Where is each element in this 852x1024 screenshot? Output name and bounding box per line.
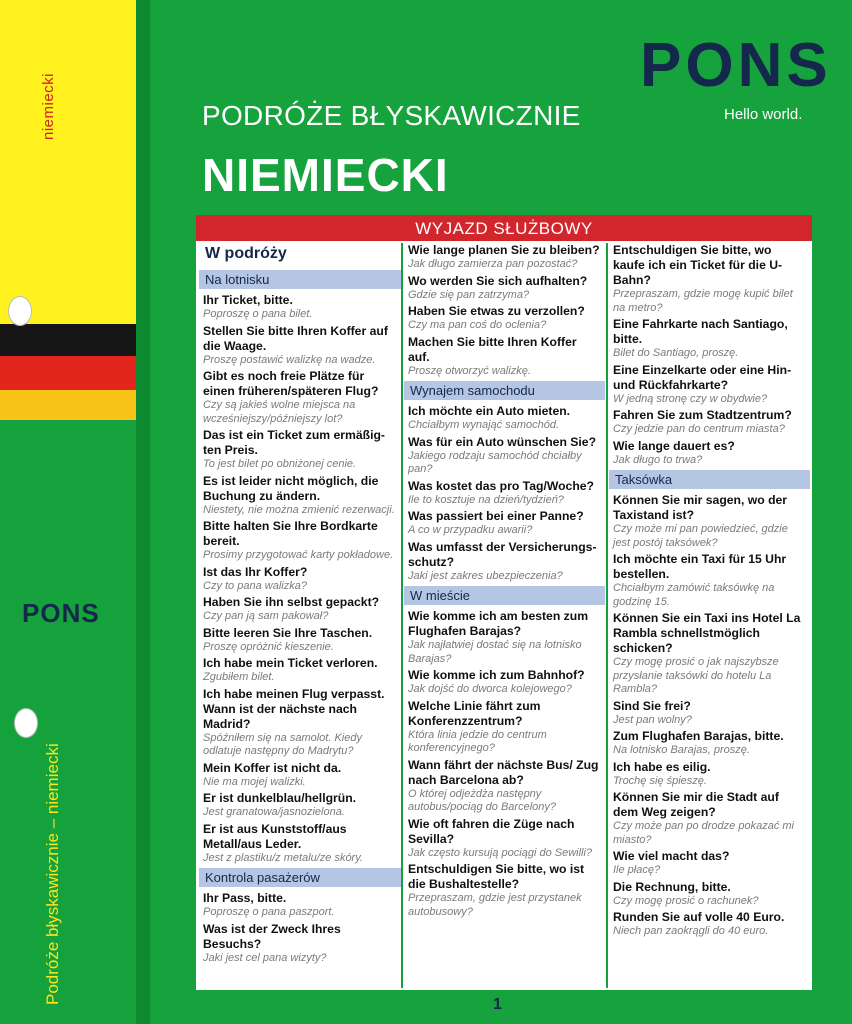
polish-translation: A co w przypadku awarii?	[408, 524, 533, 536]
polish-translation: Czy może mi pan powiedzieć, gdzie jest postój taksówek?	[613, 523, 788, 549]
polish-translation: Spóźniłem się na samolot. Kiedy odlatuje następny do Madrytu?	[203, 731, 362, 757]
polish-translation: Trochę się śpieszę.	[613, 774, 707, 787]
german-phrase: Ich habe es eilig.	[613, 759, 711, 774]
phrase-item	[199, 369, 401, 426]
polish-translation: Prosimy przygotować karty pokładowe.	[203, 549, 394, 561]
cover-title: NIEMIECKI	[202, 149, 449, 201]
phrase-item	[404, 304, 605, 333]
flag-stripe-gold	[0, 390, 136, 420]
brand-logo: PONS	[640, 31, 832, 100]
phrase-item	[404, 435, 605, 477]
phrase-item	[404, 817, 605, 861]
german-phrase: Er ist aus Kunststoff/aus Metall/aus Leder.	[203, 821, 347, 851]
german-phrase: Ihr Ticket, bitte.	[203, 293, 293, 307]
polish-translation: Czy mogę prosić o rachunek?	[613, 894, 759, 907]
phrase-item	[609, 729, 810, 758]
german-phrase: Entschuldigen Sie bitte, wo kaufe ich ein Ticket für die U-Bahn?	[613, 243, 783, 287]
german-phrase: Wie lange dauert es?	[613, 438, 735, 453]
phrase-item	[609, 910, 810, 939]
german-phrase: Bitte halten Sie Ihre Bordkarte bereit.	[203, 519, 378, 548]
phrase-item	[609, 849, 810, 878]
german-phrase: Es ist leider nicht möglich, die Buchung zu ändern.	[203, 473, 379, 503]
ring-hole-bottom	[14, 708, 38, 738]
german-phrase: Fahren Sie zum Stadtzentrum?	[613, 408, 792, 422]
phrase-item	[199, 565, 401, 594]
phrase-item	[609, 790, 810, 847]
german-phrase: Ich möchte ein Auto mieten.	[408, 404, 571, 418]
phrase-item	[199, 922, 401, 966]
polish-translation: Przepraszam, gdzie mogę kupić bilet na metro?	[613, 288, 793, 314]
german-phrase: Was passiert bei einer Panne?	[408, 509, 584, 523]
polish-translation: Gdzie się pan zatrzyma?	[408, 288, 530, 301]
polish-translation: Chciałbym zamówić taksówkę na godzinę 15.	[613, 582, 775, 608]
polish-translation: Chciałbym wynająć samochód.	[408, 419, 560, 431]
phrase-item	[404, 243, 605, 272]
section-header: Na lotnisku	[199, 270, 401, 289]
german-phrase: Wie komme ich zum Bahnhof?	[408, 668, 585, 682]
page-number: 1	[493, 996, 502, 1013]
section-header: Taksówka	[609, 470, 810, 489]
phrase-item	[609, 760, 810, 789]
german-phrase: Ich möchte ein Taxi für 15 Uhr bestellen.	[613, 552, 787, 581]
german-phrase: Eine Fahrkarte nach Santiago, bitte.	[613, 317, 788, 346]
polish-translation: Na lotnisko Barajas, proszę.	[613, 744, 750, 756]
polish-translation: Zgubiłem bilet.	[203, 671, 275, 683]
polish-translation: Nie ma mojej walizki.	[203, 775, 306, 788]
polish-translation: Ile to kosztuje na dzień/tydzień?	[408, 493, 564, 506]
column-divider	[606, 243, 608, 988]
phrase-item	[609, 243, 810, 315]
phrase-item	[609, 439, 810, 468]
german-phrase: Können Sie ein Taxi ins Hotel La Rambla schnellstmöglich schicken?	[613, 611, 801, 655]
phrase-item	[199, 761, 401, 790]
polish-translation: W jedną stronę czy w obydwie?	[613, 392, 768, 405]
phrase-item	[404, 699, 605, 756]
polish-translation: Czy pan ją sam pakował?	[203, 610, 329, 622]
polish-translation: To jest bilet po obniżonej cenie.	[203, 458, 357, 470]
phrase-item	[404, 862, 605, 919]
german-phrase: Was umfasst der Versicherungs-schutz?	[408, 539, 597, 569]
polish-translation: Jest z plastiku/z metalu/ze skóry.	[203, 851, 363, 864]
phrase-item	[199, 474, 401, 518]
german-phrase: Stellen Sie bitte Ihren Koffer auf die Waage.	[203, 323, 388, 353]
phrase-item	[199, 822, 401, 866]
german-phrase: Entschuldigen Sie bitte, wo ist die Bushaltestelle?	[408, 862, 585, 891]
phrase-item	[609, 552, 810, 609]
german-phrase: Wie oft fahren die Züge nach Sevilla?	[408, 816, 575, 846]
polish-translation: Niestety, nie można zmienić rezerwacji.	[203, 503, 395, 516]
polish-translation: Jest pan wolny?	[613, 713, 692, 726]
phrase-item	[199, 626, 401, 655]
phrase-item	[609, 611, 810, 697]
polish-translation: Niech pan zaokrągli do 40 euro.	[613, 925, 769, 937]
polish-translation: O której odjeżdża następny autobus/pociąg do Barcelony?	[408, 787, 556, 813]
german-phrase: Können Sie mir die Stadt auf dem Weg zeigen?	[613, 790, 779, 819]
flag-stripe-black	[0, 324, 136, 356]
german-phrase: Zum Flughafen Barajas, bitte.	[613, 729, 784, 743]
polish-translation: Jak dojść do dworca kolejowego?	[408, 683, 572, 695]
polish-translation: Proszę postawić walizkę na wadze.	[203, 353, 376, 366]
polish-translation: Czy to pana walizka?	[203, 579, 307, 592]
phrase-item	[404, 479, 605, 508]
phrase-item	[199, 891, 401, 920]
book-spine	[0, 0, 150, 1024]
polish-translation: Czy może pan po drodze pokazać mi miasto?	[613, 820, 794, 846]
spine-brand-logo: PONS	[22, 598, 100, 628]
polish-translation: Ile płacę?	[613, 864, 661, 876]
polish-translation: Jak najłatwiej dostać się na lotnisko Barajas?	[408, 639, 582, 665]
phrase-item	[404, 335, 605, 379]
phrase-column-3	[609, 243, 810, 988]
german-phrase: Ihr Pass, bitte.	[203, 891, 287, 905]
german-phrase: Eine Einzelkarte oder eine Hin- und Rückfahrkarte?	[613, 362, 792, 392]
polish-translation: Przepraszam, gdzie jest przystanek autobusowy?	[408, 892, 582, 918]
polish-translation: Jak często kursują pociągi do Sewilli?	[408, 846, 593, 859]
polish-translation: Jaki jest cel pana wizyty?	[203, 951, 327, 964]
phrase-item	[404, 404, 605, 433]
phrase-item	[609, 699, 810, 728]
german-phrase: Was ist der Zweck Ihres Besuchs?	[203, 921, 341, 951]
phrase-item	[404, 509, 605, 538]
german-phrase: Mein Koffer ist nicht da.	[203, 760, 342, 775]
column-divider	[401, 243, 403, 988]
polish-translation: Czy mogę prosić o jak najszybsze przysłanie taksówki do hotelu La Rambla?	[613, 656, 779, 695]
phrase-item	[199, 324, 401, 368]
german-phrase: Was für ein Auto wünschen Sie?	[408, 434, 597, 449]
column-heading: W podróży	[205, 245, 287, 262]
polish-translation: Czy ma pan coś do oclenia?	[408, 319, 547, 331]
german-phrase: Machen Sie bitte Ihren Koffer auf.	[408, 334, 577, 364]
german-phrase: Ist das Ihr Koffer?	[203, 564, 308, 579]
phrase-item	[199, 656, 401, 685]
phrase-item	[609, 880, 810, 909]
phrase-item	[404, 609, 605, 666]
section-header: Wynajem samochodu	[404, 381, 605, 400]
section-header: Kontrola pasażerów	[199, 868, 401, 887]
german-phrase: Welche Linie fährt zum Konferenzzentrum?	[408, 698, 541, 728]
phrase-item	[199, 687, 401, 759]
phrase-item	[609, 363, 810, 407]
german-phrase: Wo werden Sie sich aufhalten?	[408, 273, 588, 288]
polish-translation: Jaki jest zakres ubezpieczenia?	[408, 569, 563, 582]
phrase-column-1	[199, 243, 401, 988]
german-phrase: Gibt es noch freie Plätze für einen früheren/späteren Flug?	[203, 369, 379, 398]
spine-title: Podróże błyskawicznie – niemiecki	[43, 743, 62, 1005]
german-phrase: Er ist dunkelblau/hellgrün.	[203, 791, 357, 805]
polish-translation: Poproszę o pana paszport.	[203, 906, 335, 918]
german-phrase: Ich habe meinen Flug verpasst. Wann ist der nächste nach Madrid?	[203, 686, 385, 731]
spine-language-label: niemiecki	[40, 72, 57, 140]
phrase-item	[404, 274, 605, 303]
german-phrase: Können Sie mir sagen, wo der Taxistand ist?	[613, 493, 788, 522]
german-phrase: Runden Sie auf volle 40 Euro.	[613, 910, 785, 924]
german-phrase: Bitte leeren Sie Ihre Taschen.	[203, 625, 373, 640]
flag-stripe-red	[0, 356, 136, 390]
phrase-item	[404, 758, 605, 815]
german-phrase: Ich habe mein Ticket verloren.	[203, 656, 378, 670]
phrase-item	[404, 668, 605, 697]
spine-edge	[136, 0, 150, 1024]
german-phrase: Was kostet das pro Tag/Woche?	[408, 478, 595, 493]
polish-translation: Jak długo zamierza pan pozostać?	[408, 258, 578, 270]
german-phrase: Wie lange planen Sie zu bleiben?	[408, 243, 600, 257]
german-phrase: Wie komme ich am besten zum Flughafen Barajas?	[408, 609, 589, 638]
german-phrase: Haben Sie etwas zu verzollen?	[408, 304, 585, 318]
phrase-item	[199, 293, 401, 322]
german-phrase: Das ist ein Ticket zum ermäßig-ten Preis.	[203, 428, 385, 457]
phrase-item	[609, 493, 810, 550]
ring-hole-top	[8, 296, 32, 326]
german-phrase: Die Rechnung, bitte.	[613, 879, 731, 894]
polish-translation: Jakiego rodzaju samochód chciałby pan?	[408, 449, 582, 475]
german-phrase: Wie viel macht das?	[613, 849, 730, 863]
polish-translation: Proszę opróżnić kieszenie.	[203, 640, 334, 653]
polish-translation: Która linia jedzie do centrum konferencyjnego?	[408, 728, 547, 754]
section-header: W mieście	[404, 586, 605, 605]
phrase-item	[199, 519, 401, 563]
phrase-item	[404, 540, 605, 584]
polish-translation: Proszę otworzyć walizkę.	[408, 364, 531, 377]
german-phrase: Sind Sie frei?	[613, 698, 691, 713]
phrase-item	[609, 317, 810, 361]
phrase-item	[609, 408, 810, 437]
german-phrase: Wann fährt der nächste Bus/ Zug nach Barcelona ab?	[408, 757, 599, 787]
polish-translation: Czy jedzie pan do centrum miasta?	[613, 423, 785, 435]
phrase-column-2	[404, 243, 605, 988]
polish-translation: Jest granatowa/jasnozielona.	[203, 806, 345, 818]
polish-translation: Poproszę o pana bilet.	[203, 308, 313, 320]
phrase-item	[199, 428, 401, 472]
cover-subtitle: PODRÓŻE BŁYSKAWICZNIE	[202, 100, 581, 131]
polish-translation: Bilet do Santiago, proszę.	[613, 347, 739, 359]
german-phrase: Haben Sie ihn selbst gepackt?	[203, 595, 380, 609]
phrase-item	[199, 791, 401, 820]
brand-tagline: Hello world.	[724, 106, 803, 123]
phrase-item	[199, 595, 401, 624]
polish-translation: Czy są jakieś wolne miejsca na wcześniejszy/późniejszy lot?	[203, 399, 356, 425]
card-header: WYJAZD SŁUŻBOWY	[196, 215, 812, 241]
polish-translation: Jak długo to trwa?	[613, 453, 703, 466]
phrase-card	[196, 215, 812, 990]
